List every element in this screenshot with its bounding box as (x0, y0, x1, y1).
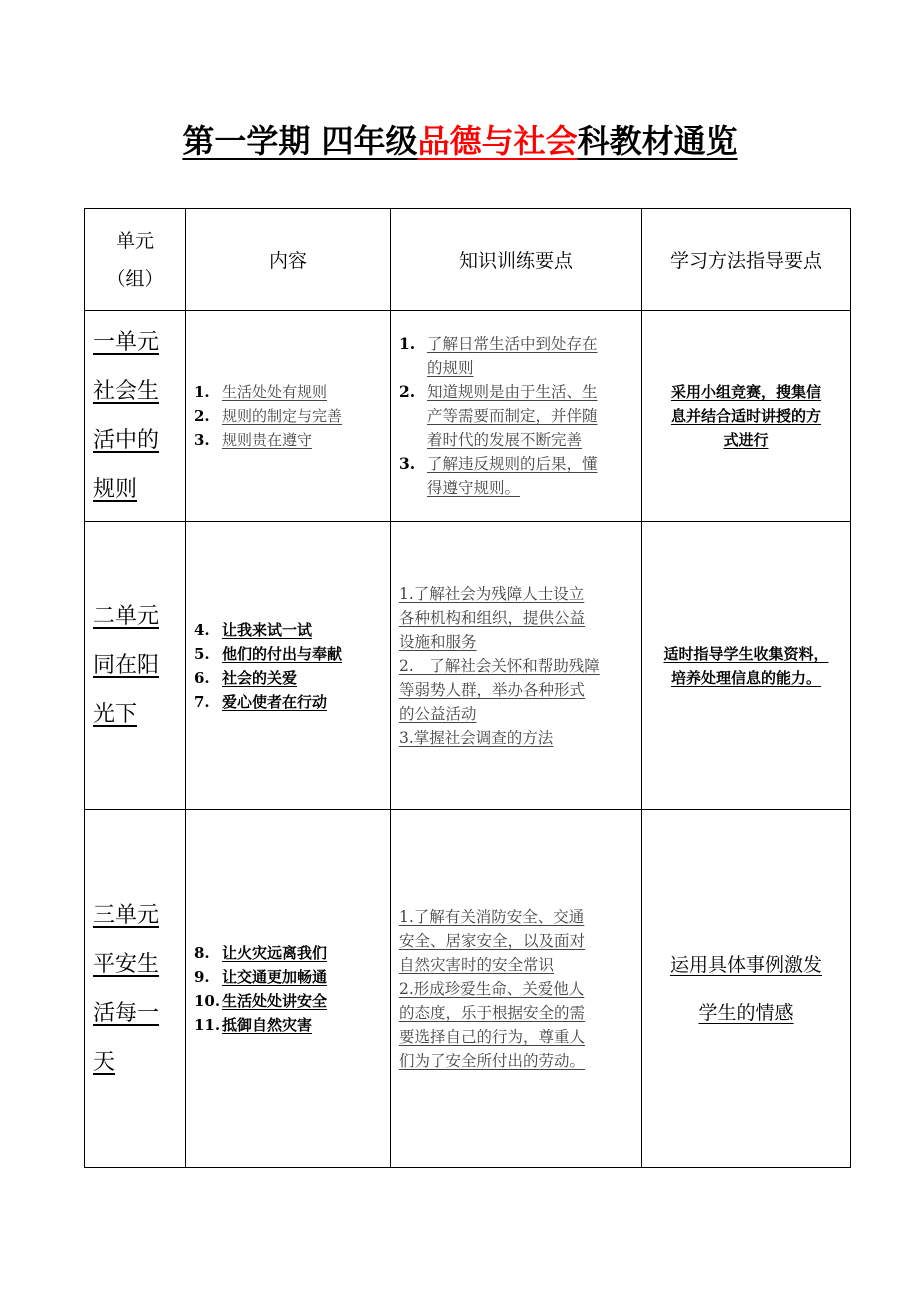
unit-content (186, 311, 391, 522)
list-item: 2. 知道规则是由于生活、生 产等需要而制定，并伴随 着时代的发展不断完善 (399, 382, 598, 449)
unit-name: 二单元 同在阳 光下 (85, 522, 186, 810)
unit-content (186, 522, 391, 810)
unit-method: 适时指导学生收集资料， 培养处理信息的能力。 (642, 522, 851, 810)
list-item: 7. 爱心使者在行动 (194, 692, 328, 711)
unit-name: 三单元 平安生 活每一 天 (85, 810, 186, 1168)
list-item: 2. 规则的制定与完善 (194, 407, 343, 425)
table-row (85, 522, 851, 810)
header-method: 学习方法指导要点 (642, 209, 851, 311)
unit-name: 一单元 社会生 活中的 规则 (85, 311, 186, 522)
title-part1: 第一学期 四年级 (182, 122, 418, 160)
curriculum-table (84, 208, 851, 1168)
list-item: 11. 抵御自然灾害 (194, 1015, 313, 1034)
unit-knowledge: 1.了解社会为残障人士设立 各种机构和组织，提供公益 设施和服务 2. 了解社会关怀和帮助残障 等弱势人群，举办各种形式 的公益活动 3.掌握社会调查的方法 (391, 522, 642, 810)
unit-content (186, 810, 391, 1168)
unit-method: 运用具体事例激发 学生的情感 (642, 810, 851, 1168)
header-content: 内容 (186, 209, 391, 311)
header-knowledge: 知识训练要点 (391, 209, 642, 311)
unit-knowledge: 1.了解有关消防安全、交通 安全、居家安全，以及面对 自然灾害时的安全常识 2.形成珍爱生命、关爱他人 的态度，乐于根据安全的需 要选择自己的行为，尊重人 们为了安全所付出的劳动。 (391, 810, 642, 1168)
list-item: 9. 让交通更加畅通 (194, 967, 328, 986)
table-row (85, 810, 851, 1168)
list-item: 6. 社会的关爱 (194, 668, 298, 687)
page-title (0, 116, 920, 162)
list-item: 3. 了解违反规则的后果，懂 得遵守规则。 (399, 454, 598, 497)
list-item: 10. 生活处处讲安全 (194, 991, 328, 1010)
list-item: 5. 他们的付出与奉献 (194, 644, 343, 663)
list-item: 3. 规则贵在遵守 (194, 431, 313, 449)
header-row (85, 209, 851, 311)
list-item: 1. 生活处处有规则 (194, 383, 328, 401)
list-item: 4. 让我来试一试 (194, 620, 313, 639)
list-item: 1. 了解日常生活中到处存在 的规则 (399, 334, 598, 377)
header-unit: 单元 （组） (85, 209, 186, 311)
title-part3: 科教材通览 (577, 122, 738, 160)
unit-knowledge (391, 311, 642, 522)
list-item: 8. 让火灾远离我们 (194, 943, 328, 962)
title-subject: 品德与社会 (417, 122, 578, 160)
unit-method: 采用小组竞赛，搜集信 息并结合适时讲授的方 式进行 (642, 311, 851, 522)
table-row (85, 311, 851, 522)
